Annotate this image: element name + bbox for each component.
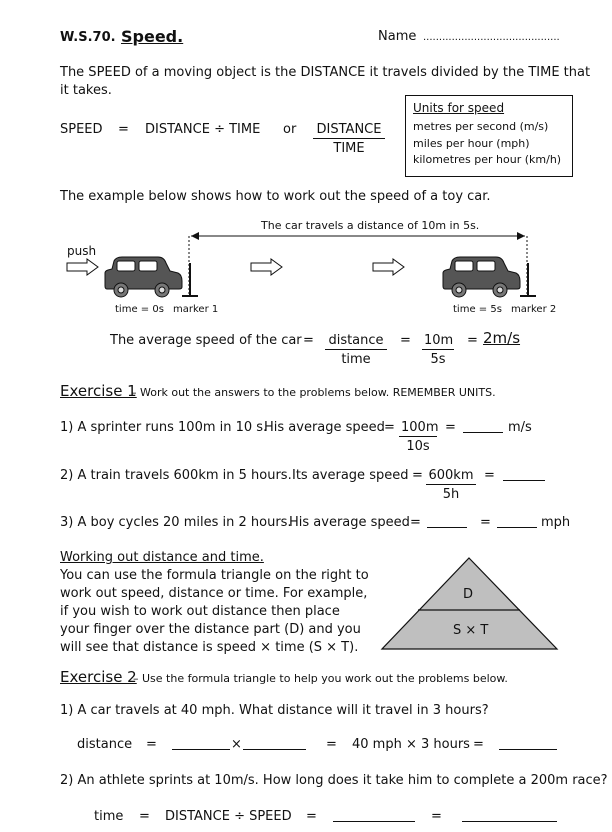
avg-frac1-den: time [341, 352, 371, 367]
ex1-q2-text: 2) A train travels 600km in 5 hours. [60, 468, 292, 483]
formula-numerator: DISTANCE [313, 122, 385, 139]
ex1-q2-fraction [426, 468, 476, 502]
time-end-label: time = 5s [453, 304, 502, 315]
formula-division: DISTANCE ÷ TIME [145, 122, 261, 137]
ex1-q3-unit: mph [541, 515, 571, 530]
ex1-q2-avg: Its average speed [292, 468, 409, 483]
push-label: push [67, 244, 97, 258]
ex1-q3-answer-blank[interactable] [497, 515, 537, 528]
unit-item: metres per second (m/s) [413, 120, 549, 133]
exercise-1-instruction: – Work out the answers to the problems below. REMEMBER UNITS. [131, 386, 496, 399]
ex2-q1-blank-1[interactable] [172, 737, 230, 750]
ex1-q1-eq2: = [445, 420, 456, 435]
motion-arrow-icon [372, 258, 406, 276]
ex1-q1-den: 10s [406, 439, 430, 454]
ex1-q1-eq1: = [384, 420, 395, 435]
ex1-q1-text: 1) A sprinter runs 100m in 10 s. [60, 420, 268, 435]
name-label: Name [378, 29, 417, 44]
ex1-q1-unit: m/s [508, 420, 532, 435]
avg-eq-2: = [400, 333, 411, 348]
ex1-q3-working-blank[interactable] [427, 515, 467, 528]
working-line: your finger over the distance part (D) and you [60, 622, 361, 637]
unit-item: miles per hour (mph) [413, 137, 530, 150]
ex2-q2-answer-blank[interactable] [462, 809, 557, 822]
unit-item: kilometres per hour (km/h) [413, 153, 562, 166]
ex1-q1-answer-blank[interactable] [463, 420, 503, 433]
working-line: if you wish to work out distance then place [60, 604, 340, 619]
ex2-q1-answer-blank[interactable] [499, 737, 557, 750]
ex2-q2-eq3: = [431, 809, 442, 824]
exercise-2-title: Exercise 2 [60, 668, 137, 686]
ex1-q2-answer-blank[interactable] [503, 468, 545, 481]
ex2-q2-label: time [94, 809, 124, 824]
ex2-q2-eq2: = [306, 809, 317, 824]
page-title: Speed. [121, 27, 184, 46]
working-line: work out speed, distance or time. For example, [60, 586, 368, 601]
marker-2-icon [518, 262, 538, 300]
marker-1-label: marker 1 [173, 304, 219, 315]
avg-frac2-num: 10m [424, 333, 454, 348]
avg-result: 2m/s [483, 329, 521, 347]
avg-frac2-den: 5s [430, 352, 446, 367]
ex1-q1-num: 100m [401, 420, 439, 435]
ex1-q1-avg: His average speed [264, 420, 385, 435]
triangle-speed-time-label: S × T [453, 623, 489, 638]
ex2-q2-text: 2) An athlete sprints at 10m/s. How long does it take him to complete a 200m race? [60, 773, 608, 788]
ex2-q1-label: distance [77, 737, 133, 752]
car-icon [442, 253, 522, 299]
formula-fraction [313, 122, 385, 156]
ex1-q3-eq1: = [410, 515, 421, 530]
ex2-q1-eq2: = [326, 737, 337, 752]
units-box [405, 95, 573, 177]
ex2-q2-blank-1[interactable] [333, 809, 415, 822]
distance-label: The car travels a distance of 10m in 5s. [261, 219, 480, 232]
ex2-q2-expr: DISTANCE ÷ SPEED [165, 809, 292, 824]
ex2-q1-times: × [231, 737, 242, 752]
marker-2-label: marker 2 [511, 304, 557, 315]
car-icon [104, 253, 184, 299]
ex1-q2-num: 600km [426, 468, 476, 485]
avg-fraction-1 [325, 333, 387, 367]
working-title: Working out distance and time. [60, 550, 264, 565]
units-title: Units for speed [413, 101, 505, 115]
ex1-q2-eq2: = [484, 468, 495, 483]
exercise-2-instruction: – Use the formula triangle to help you work out the problems below. [133, 672, 508, 685]
ex2-q1-eq3: = [473, 737, 484, 752]
ex2-q1-text: 1) A car travels at 40 mph. What distance will it travel in 3 hours? [60, 703, 489, 718]
ex1-q2-eq1: = [412, 468, 423, 483]
triangle-distance-label: D [463, 587, 474, 602]
ex1-q3-text: 3) A boy cycles 20 miles in 2 hours. [60, 515, 292, 530]
motion-arrow-icon [250, 258, 284, 276]
ex2-q1-blank-2[interactable] [243, 737, 306, 750]
avg-eq-1: = [303, 333, 314, 348]
working-line: You can use the formula triangle on the right to [60, 568, 369, 583]
marker-1-icon [180, 262, 200, 300]
avg-frac1-num: distance [325, 333, 387, 350]
avg-speed-label: The average speed of the car [110, 333, 302, 348]
avg-fraction-2 [422, 333, 454, 367]
ex2-q2-eq1: = [139, 809, 150, 824]
formula-speed: SPEED [60, 122, 103, 137]
intro-line-1: The SPEED of a moving object is the DISTANCE it travels divided by the TIME that [60, 65, 591, 80]
exercise-1-title: Exercise 1 [60, 382, 137, 400]
formula-denominator: TIME [333, 141, 365, 156]
ex1-q3-avg: His average speed [289, 515, 410, 530]
ex2-q1-eq1: = [146, 737, 157, 752]
formula-equals: = [118, 122, 129, 137]
working-line: will see that distance is speed × time (S × T). [60, 640, 359, 655]
worksheet-code: W.S.70. [60, 30, 116, 45]
ex2-q1-expr: 40 mph × 3 hours [352, 737, 470, 752]
ex1-q1-fraction [399, 420, 437, 454]
time-start-label: time = 0s [115, 304, 164, 315]
formula-or: or [283, 122, 297, 137]
push-arrow-icon [66, 258, 100, 276]
ex1-q2-den: 5h [442, 487, 460, 502]
ex1-q3-eq2: = [480, 515, 491, 530]
intro-line-2: it takes. [60, 83, 112, 98]
example-intro: The example below shows how to work out the speed of a toy car. [60, 189, 491, 204]
avg-eq-3: = [467, 333, 478, 348]
name-field[interactable]: ........................................... [423, 32, 560, 43]
